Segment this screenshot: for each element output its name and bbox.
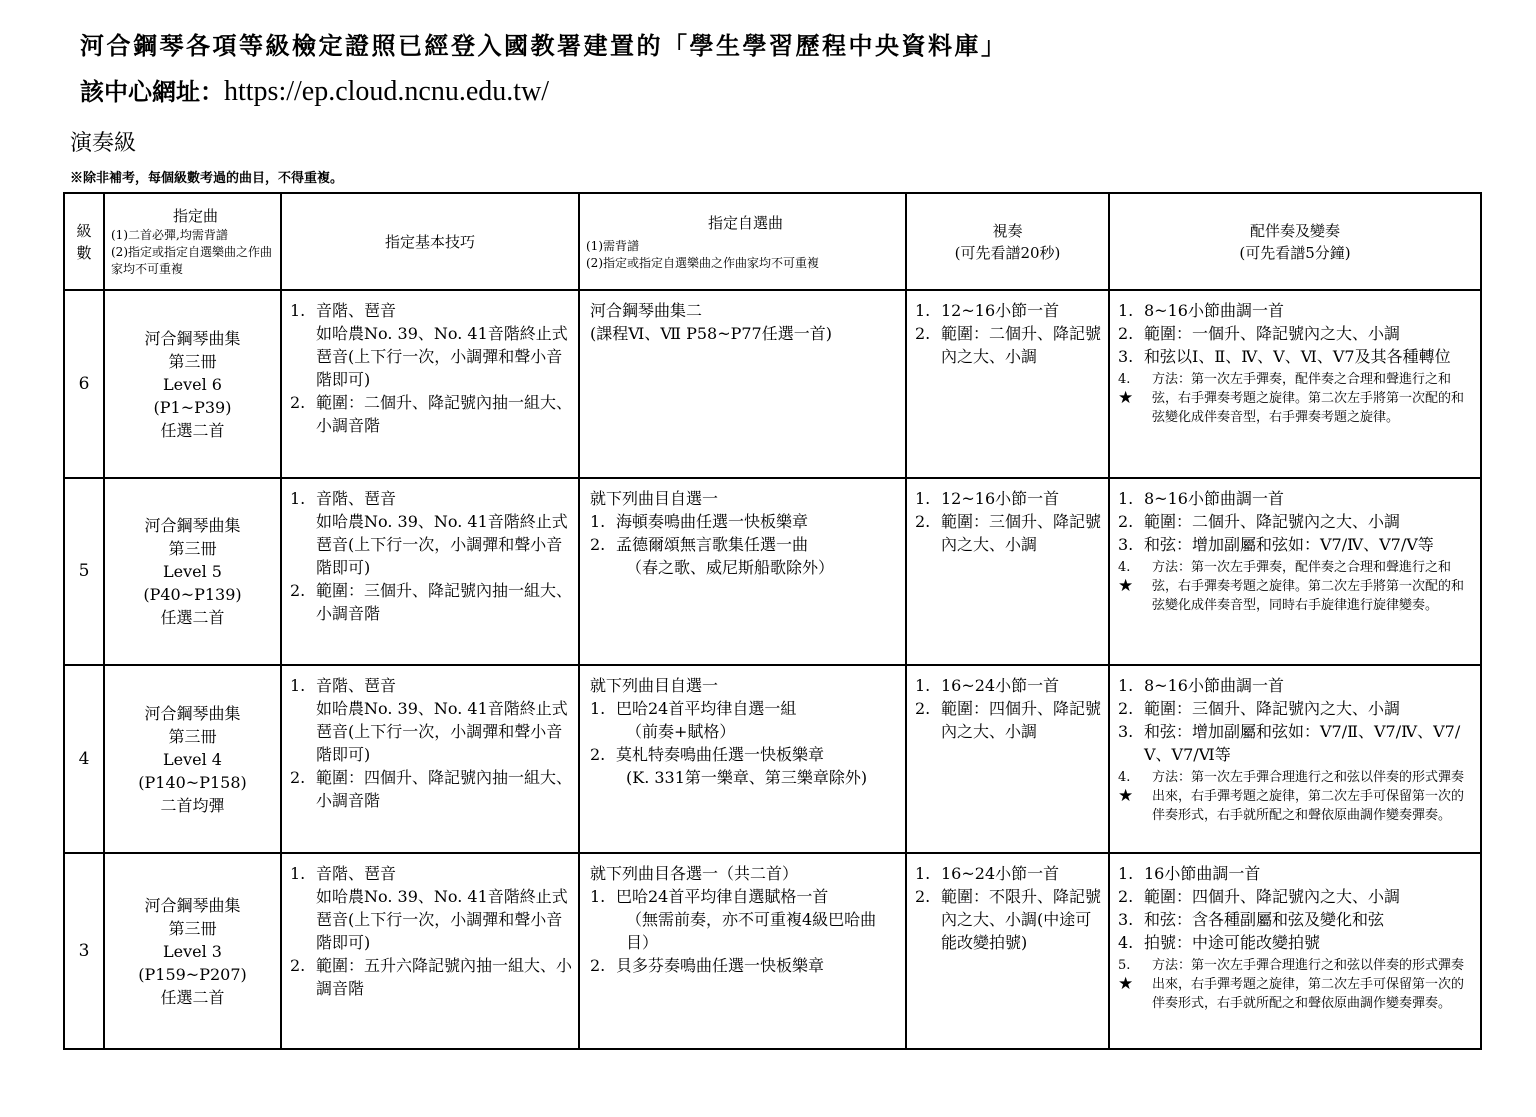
item-text: 莫札特奏鳴曲任選一快板樂章 [616, 745, 825, 764]
elective-item [590, 743, 899, 766]
technique-item [290, 862, 572, 954]
elective-item [590, 697, 899, 720]
level-cell: 4 [64, 665, 104, 853]
designated-cell [104, 478, 281, 665]
elective-item [590, 885, 899, 908]
elective-title: 指定自選曲 [707, 213, 783, 232]
sight-reading-cell [906, 665, 1109, 853]
star-icon: ★ [1118, 576, 1134, 596]
sight-reading-item [915, 322, 1102, 368]
sight-reading-item [915, 697, 1102, 743]
item-text: 範圍：二個升、降記號內之大、小調 [941, 324, 1102, 366]
elective-note-1: (1)需背譜 [586, 238, 639, 253]
method-number: 4. [1118, 560, 1131, 575]
accompaniment-item [1118, 885, 1474, 908]
item-number: 1. [1118, 676, 1134, 695]
sight-reading-item [915, 674, 1102, 697]
designated-line: 任選二首 [160, 420, 225, 440]
item-text: 12~16小節一首 [941, 301, 1060, 320]
accompaniment-item [1118, 931, 1474, 954]
item-number: 4. [1118, 933, 1134, 952]
item-number: 1. [290, 301, 306, 320]
designated-line: 任選二首 [160, 987, 225, 1007]
method-marker [1118, 768, 1152, 825]
elective-intro: 就下列曲目自選一 [590, 489, 719, 508]
accompaniment-cell [1109, 290, 1481, 478]
item-text: 和弦：增加副屬和弦如：Ⅴ7/Ⅳ、Ⅴ7/Ⅴ等 [1144, 535, 1434, 554]
accompaniment-item [1118, 322, 1474, 345]
level-cell: 6 [64, 290, 104, 478]
item-number: 1. [915, 301, 931, 320]
star-icon: ★ [1118, 388, 1134, 408]
item-text: 音階、琶音 如哈農No. 39、No. 41音階終止式琶音(上下行一次，小調彈和聲小音階即可) [316, 864, 568, 952]
accompaniment-cell [1109, 853, 1481, 1049]
accompaniment-item [1118, 697, 1474, 720]
designated-line: Level 5 [163, 562, 222, 581]
item-text: 8~16小節曲調一首 [1144, 489, 1284, 508]
elective-intro: 就下列曲目各選一（共二首） [590, 864, 799, 883]
item-number: 1. [590, 512, 606, 531]
elective-item-note: (K. 331第一樂章、第三樂章除外) [626, 768, 868, 787]
elective-cell [579, 478, 906, 665]
item-number: 2. [290, 956, 306, 975]
sight-reading-title: 視奏 [992, 221, 1023, 240]
method-number: 5. [1118, 958, 1131, 973]
exam-table [63, 192, 1482, 1050]
item-text: 拍號：中途可能改變拍號 [1144, 933, 1321, 952]
technique-item [290, 579, 572, 625]
item-number: 3. [1118, 347, 1134, 366]
elective-intro-2: (課程Ⅵ、Ⅶ P58~P77任選一首) [590, 324, 832, 343]
designated-cell [104, 290, 281, 478]
item-number: 1. [1118, 489, 1134, 508]
item-number: 1. [1118, 864, 1134, 883]
method-item [1118, 370, 1474, 427]
method-marker [1118, 370, 1152, 427]
item-text: 音階、琶音 如哈農No. 39、No. 41音階終止式琶音(上下行一次，小調彈和聲小音階即可) [316, 489, 568, 577]
elective-item-note: （無需前奏，亦不可重複4級巴哈曲目） [626, 910, 877, 952]
item-number: 3. [1118, 722, 1134, 741]
col-designated-header [104, 193, 281, 290]
elective-item-note: （春之歌、威尼斯船歌除外） [626, 558, 835, 577]
url-link[interactable]: https://ep.cloud.ncnu.edu.tw/ [224, 76, 550, 107]
designated-line: (P1~P39) [153, 397, 232, 417]
accompaniment-cell [1109, 478, 1481, 665]
level-cell: 3 [64, 853, 104, 1049]
elective-intro: 就下列曲目自選一 [590, 676, 719, 695]
accompaniment-item [1118, 487, 1474, 510]
item-number: 2. [1118, 887, 1134, 906]
item-text: 16~24小節一首 [941, 864, 1060, 883]
designated-line: 河合鋼琴曲集 [144, 703, 241, 723]
designated-line: 第三冊 [168, 539, 217, 558]
item-text: 範圍：不限升、降記號內之大、小調(中途可能改變拍號) [941, 887, 1102, 952]
method-marker [1118, 956, 1152, 1013]
item-number: 2. [915, 512, 931, 531]
technique-cell [281, 478, 579, 665]
method-number: 4. [1118, 372, 1131, 387]
method-text: 方法：第一次左手彈合理進行之和弦以伴奏的形式彈奏出來，右手彈考題之旋律，第二次左手可保留第一次的伴奏形式，右手就所配之和聲依原曲調作變奏彈奏。 [1152, 770, 1465, 823]
item-number: 2. [1118, 324, 1134, 343]
elective-item-note: （前奏+賦格） [626, 722, 736, 741]
rule-note: ※除非補考，每個級數考過的曲目，不得重複。 [70, 171, 344, 186]
sight-reading-item [915, 862, 1102, 885]
accompaniment-item [1118, 862, 1474, 885]
item-text: 12~16小節一首 [941, 489, 1060, 508]
item-text: 範圍：四個升、降記號內抽一組大、小調音階 [316, 768, 573, 810]
method-text: 方法：第一次左手彈合理進行之和弦以伴奏的形式彈奏出來，右手彈考題之旋律，第二次左手可保留第一次的伴奏形式，右手就所配之和聲依原曲調作變奏彈奏。 [1152, 958, 1465, 1011]
designated-line: 河合鋼琴曲集 [144, 895, 241, 915]
col-elective-header [579, 193, 906, 290]
designated-title: 指定曲 [172, 207, 218, 225]
item-number: 2. [915, 699, 931, 718]
designated-line: Level 3 [163, 941, 222, 961]
table-row [64, 290, 1481, 478]
method-item [1118, 956, 1474, 1013]
item-text: 巴哈24首平均律自選一組 [616, 699, 797, 718]
elective-cell [579, 853, 906, 1049]
item-text: 範圍：一個升、降記號內之大、小調 [1144, 324, 1401, 343]
designated-line: 第三冊 [168, 918, 217, 938]
item-number: 2. [290, 581, 306, 600]
elective-intro: 河合鋼琴曲集二 [590, 301, 703, 320]
item-number: 1. [1118, 301, 1134, 320]
accompaniment-item [1118, 345, 1474, 368]
item-number: 2. [590, 745, 606, 764]
accompaniment-item [1118, 533, 1474, 556]
accompaniment-note: (可先看譜5分鐘) [1239, 243, 1351, 262]
item-number: 1. [590, 699, 606, 718]
sight-reading-item [915, 510, 1102, 556]
designated-line: 河合鋼琴曲集 [144, 516, 241, 535]
elective-item [590, 510, 899, 533]
designated-line: 河合鋼琴曲集 [144, 328, 241, 348]
designated-cell [104, 853, 281, 1049]
method-item [1118, 558, 1474, 615]
section-title: 演奏級 [70, 131, 137, 156]
designated-line: 二首均彈 [160, 795, 225, 815]
star-icon: ★ [1118, 974, 1134, 994]
accompaniment-cell [1109, 665, 1481, 853]
table-row [64, 478, 1481, 665]
item-text: 孟德爾頌無言歌集任選一曲 [616, 535, 809, 554]
item-text: 8~16小節曲調一首 [1144, 301, 1284, 320]
designated-line: (P40~P139) [143, 585, 242, 604]
item-text: 音階、琶音 如哈農No. 39、No. 41音階終止式琶音(上下行一次，小調彈和聲小音階即可) [316, 301, 568, 389]
item-text: 8~16小節曲調一首 [1144, 676, 1284, 695]
item-number: 2. [915, 324, 931, 343]
item-number: 1. [590, 887, 606, 906]
method-text: 方法：第一次左手彈奏，配伴奏之合理和聲進行之和弦，右手彈奏考題之旋律。第二次左手將第一次配的和弦變化成伴奏音型，右手彈奏考題之旋律。 [1152, 372, 1465, 425]
technique-item [290, 954, 572, 1000]
elective-cell [579, 290, 906, 478]
designated-line: 任選二首 [160, 608, 225, 627]
sight-reading-note: (可先看譜20秒) [954, 243, 1061, 262]
item-text: 範圍：三個升、降記號內之大、小調 [941, 512, 1102, 554]
accompaniment-title: 配伴奏及變奏 [1249, 221, 1340, 240]
item-text: 和弦：含各種副屬和弦及變化和弦 [1144, 910, 1385, 929]
item-text: 貝多芬奏鳴曲任選一快板樂章 [616, 956, 825, 975]
item-number: 1. [290, 489, 306, 508]
sight-reading-cell [906, 290, 1109, 478]
designated-note-2: (2)指定或指定自選樂曲之作曲家均不可重複 [111, 245, 272, 276]
accompaniment-item [1118, 720, 1474, 766]
sight-reading-item [915, 487, 1102, 510]
item-number: 2. [290, 768, 306, 787]
col-technique-header: 指定基本技巧 [281, 193, 579, 290]
item-text: 和弦：增加副屬和弦如：Ⅴ7/Ⅱ、Ⅴ7/Ⅳ、Ⅴ7/Ⅴ、Ⅴ7/Ⅵ等 [1144, 722, 1461, 764]
item-text: 範圍：四個升、降記號內之大、小調 [941, 699, 1102, 741]
item-text: 範圍：二個升、降記號內之大、小調 [1144, 512, 1401, 531]
item-number: 2. [915, 887, 931, 906]
method-marker [1118, 558, 1152, 615]
url-label: 該中心網址： [80, 77, 224, 106]
technique-cell [281, 665, 579, 853]
technique-cell [281, 853, 579, 1049]
accompaniment-item [1118, 299, 1474, 322]
header-row [64, 193, 1481, 290]
method-text: 方法：第一次左手彈奏，配伴奏之合理和聲進行之和弦，右手彈奏考題之旋律。第二次左手將第一次配的和弦變化成伴奏音型，同時右手旋律進行旋律變奏。 [1152, 560, 1465, 613]
item-text: 範圍：二個升、降記號內抽一組大、小調音階 [316, 393, 573, 435]
elective-cell [579, 665, 906, 853]
designated-note-1: (1)二首必彈,均需背譜 [111, 228, 228, 242]
item-number: 1. [915, 489, 931, 508]
item-text: 範圍：五升六降記號內抽一組大、小調音階 [316, 956, 573, 998]
item-text: 和弦以Ⅰ、Ⅱ、Ⅳ、Ⅴ、Ⅵ、Ⅴ7及其各種轉位 [1144, 347, 1451, 366]
table-row [64, 665, 1481, 853]
designated-line: 第三冊 [168, 351, 217, 371]
sight-reading-cell [906, 853, 1109, 1049]
item-number: 2. [590, 535, 606, 554]
item-number: 2. [590, 956, 606, 975]
item-text: 範圍：四個升、降記號內之大、小調 [1144, 887, 1401, 906]
star-icon: ★ [1118, 786, 1134, 806]
item-number: 1. [290, 864, 306, 883]
item-text: 海頓奏鳴曲任選一快板樂章 [616, 512, 809, 531]
accompaniment-item [1118, 510, 1474, 533]
technique-item [290, 487, 572, 579]
item-text: 巴哈24首平均律自選賦格一首 [616, 887, 829, 906]
level-cell: 5 [64, 478, 104, 665]
url-line [80, 72, 549, 108]
sight-reading-cell [906, 478, 1109, 665]
item-number: 2. [290, 393, 306, 412]
technique-cell [281, 290, 579, 478]
item-text: 範圍：三個升、降記號內之大、小調 [1144, 699, 1401, 718]
table-row [64, 853, 1481, 1049]
item-text: 範圍：三個升、降記號內抽一組大、小調音階 [316, 581, 573, 623]
item-number: 3. [1118, 535, 1134, 554]
item-number: 1. [290, 676, 306, 695]
item-number: 1. [915, 676, 931, 695]
item-text: 音階、琶音 如哈農No. 39、No. 41音階終止式琶音(上下行一次，小調彈和聲小音階即可) [316, 676, 568, 764]
col-level-header: 級數 [64, 193, 104, 290]
designated-line: Level 4 [163, 749, 222, 769]
accompaniment-item [1118, 908, 1474, 931]
item-number: 2. [1118, 699, 1134, 718]
designated-line: (P159~P207) [138, 964, 247, 984]
method-number: 4. [1118, 770, 1131, 785]
method-item [1118, 768, 1474, 825]
elective-item [590, 954, 899, 977]
page-title: 河合鋼琴各項等級檢定證照已經登入國教署建置的「學生學習歷程中央資料庫」 [80, 31, 1008, 60]
technique-item [290, 391, 572, 437]
item-number: 2. [1118, 512, 1134, 531]
designated-line: Level 6 [163, 374, 222, 394]
accompaniment-item [1118, 674, 1474, 697]
item-text: 16~24小節一首 [941, 676, 1060, 695]
designated-cell [104, 665, 281, 853]
technique-item [290, 674, 572, 766]
item-text: 16小節曲調一首 [1144, 864, 1261, 883]
sight-reading-item [915, 885, 1102, 954]
sight-reading-item [915, 299, 1102, 322]
designated-line: (P140~P158) [138, 772, 247, 792]
item-number: 1. [915, 864, 931, 883]
col-accompaniment-header [1109, 193, 1481, 290]
elective-item [590, 533, 899, 556]
item-number: 3. [1118, 910, 1134, 929]
technique-item [290, 299, 572, 391]
col-sight-reading-header [906, 193, 1109, 290]
elective-note-2: (2)指定或指定自選樂曲之作曲家均不可重複 [586, 255, 819, 270]
technique-item [290, 766, 572, 812]
designated-line: 第三冊 [168, 726, 217, 746]
